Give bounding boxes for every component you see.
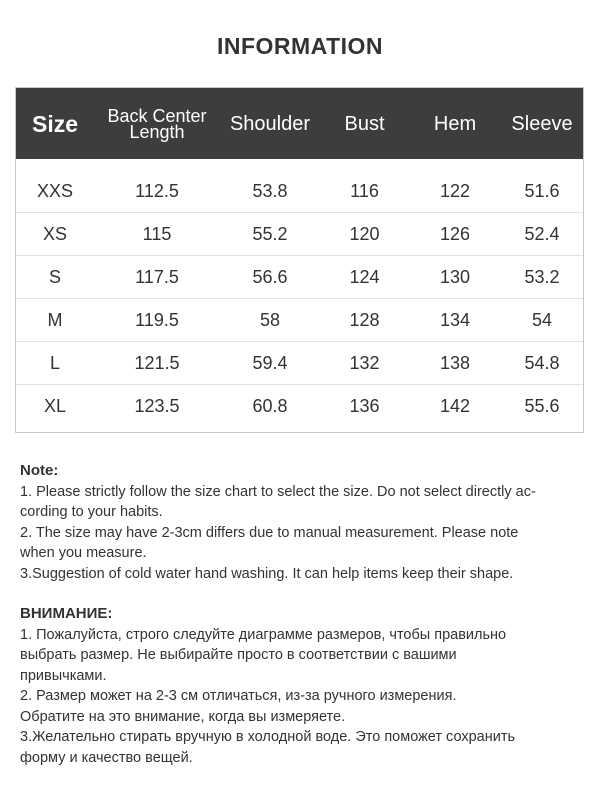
note-ru-line: Обратите на это внимание, когда вы измеряете. (20, 708, 346, 725)
header-hem: Hem (433, 112, 477, 135)
cell-shoulder: 58 (259, 309, 281, 330)
note-ru-line: 2. Размер может на 2-3 см отличаться, из-за ручного измерения. (20, 688, 457, 704)
note-ru-line: 1. Пожалуйста, строго следуйте диаграмме размеров, чтобы правильно (20, 626, 507, 643)
note-ru-line: 3.Желательно стирать вручную в холодной воде. Это поможет сохранить (20, 729, 516, 745)
table-row (16, 342, 583, 385)
cell-sleeve: 52.4 (524, 223, 560, 244)
cell-back-center-length: 119.5 (135, 309, 179, 330)
cell-shoulder: 56.6 (252, 266, 288, 287)
cell-bust: 124 (349, 266, 380, 287)
header-back-center-line2: Length (129, 121, 185, 142)
cell-size: M (47, 309, 63, 330)
cell-hem: 134 (439, 309, 471, 330)
cell-sleeve: 54 (531, 309, 553, 330)
header-bust: Bust (344, 112, 385, 135)
table-row (16, 213, 583, 256)
cell-hem: 142 (439, 396, 471, 416)
header-shoulder: Shoulder (229, 112, 311, 135)
note-en-line: when you measure. (20, 545, 147, 561)
header-size: Size (31, 110, 79, 137)
cell-size: S (48, 266, 61, 287)
note-en-line: 2. The size may have 2-3cm differs due to manual measurement. Please note (20, 524, 519, 541)
header-back-center-line1: Back Center (107, 105, 207, 126)
note-en-line: cording to your habits. (20, 504, 163, 520)
notes-spacer (20, 584, 585, 604)
cell-hem: 126 (439, 223, 471, 244)
cell-back-center-length: 117.5 (135, 266, 179, 287)
cell-bust: 132 (349, 352, 380, 373)
table-header (16, 88, 583, 159)
cell-hem: 130 (439, 266, 471, 287)
cell-hem: 122 (439, 180, 471, 201)
header-sleeve: Sleeve (511, 112, 573, 135)
note-ru-line: выбрать размер. Не выбирайте просто в соответствии с вашими (20, 647, 457, 663)
cell-sleeve: 51.6 (524, 180, 560, 201)
page-title: INFORMATION (216, 33, 384, 59)
note-ru-line: форму и качество вещей. (20, 749, 193, 766)
cell-back-center-length: 112.5 (135, 180, 179, 201)
table-row (16, 170, 583, 213)
cell-bust: 116 (350, 180, 379, 201)
cell-back-center-length: 121.5 (134, 352, 180, 373)
cell-size: L (49, 352, 60, 373)
cell-shoulder: 53.8 (252, 180, 288, 201)
note-ru-line: привычками. (20, 667, 107, 684)
note-en-line: 1. Please strictly follow the size chart to select the size. Do not select directly ac- (20, 483, 536, 500)
cell-shoulder: 55.2 (252, 223, 288, 244)
cell-back-center-length: 123.5 (134, 396, 180, 416)
cell-sleeve: 54.8 (524, 352, 560, 373)
table-row (16, 385, 583, 428)
note-ru-heading: ВНИМАНИЕ: (20, 605, 113, 622)
cell-bust: 136 (349, 396, 380, 416)
cell-hem: 138 (439, 352, 471, 373)
cell-sleeve: 53.2 (524, 266, 560, 287)
cell-size: XXS (36, 180, 74, 201)
table-body (16, 170, 583, 428)
cell-back-center-length: 115 (142, 223, 172, 244)
cell-bust: 120 (349, 223, 380, 244)
table-row (16, 256, 583, 299)
cell-shoulder: 59.4 (252, 352, 288, 373)
header-back-center-length (94, 88, 220, 159)
cell-size: XL (43, 396, 67, 416)
cell-sleeve: 55.6 (524, 396, 560, 416)
size-chart-table (15, 87, 584, 433)
note-en-heading: Note: (20, 462, 59, 479)
notes-section (20, 461, 585, 768)
cell-size: XS (42, 223, 67, 244)
cell-bust: 128 (349, 309, 380, 330)
table-row (16, 299, 583, 342)
cell-shoulder: 60.8 (252, 396, 288, 416)
note-en-line: 3.Suggestion of cold water hand washing. It can help items keep their shape. (20, 565, 514, 582)
